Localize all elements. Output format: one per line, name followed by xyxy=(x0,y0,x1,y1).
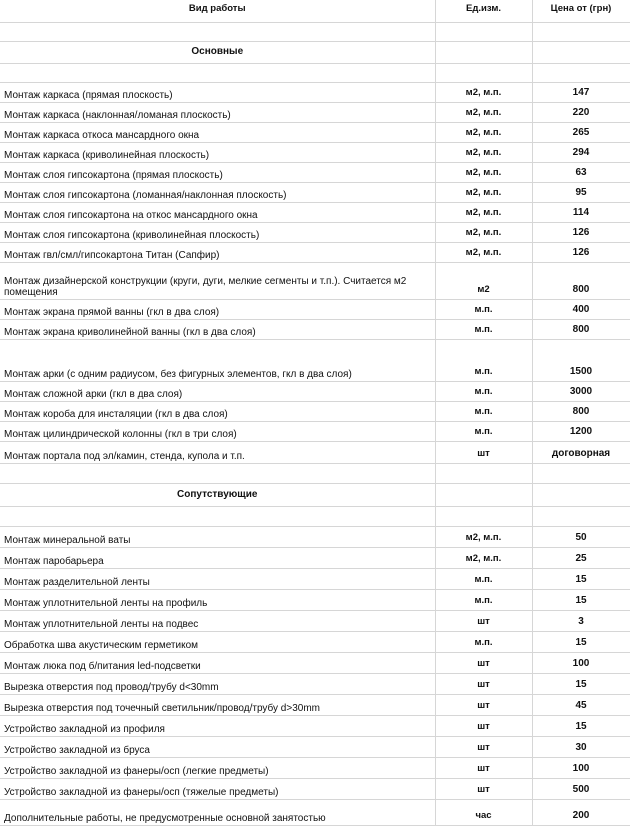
unit-cell: м.п. xyxy=(435,381,532,401)
table-row xyxy=(0,757,630,778)
table-row xyxy=(0,299,630,319)
work-name: Монтаж разделительной ленты xyxy=(0,568,435,589)
section-header-row xyxy=(0,483,630,506)
work-name: Монтаж дизайнерской конструкции (круги, дуги, мелкие сегменты и т.п.). Считается м2 помещения xyxy=(0,262,435,299)
unit-cell: шт xyxy=(435,736,532,757)
work-name: Монтаж люка под б/питания led-подсветки xyxy=(0,652,435,673)
empty-cell xyxy=(435,483,532,506)
unit-cell: м.п. xyxy=(435,568,532,589)
work-name: Монтаж минеральной ваты xyxy=(0,526,435,547)
header-row xyxy=(0,0,630,22)
unit-cell: м2, м.п. xyxy=(435,122,532,142)
unit-cell: шт xyxy=(435,694,532,715)
table-row xyxy=(0,401,630,421)
price-cell: 15 xyxy=(532,568,630,589)
price-cell: 45 xyxy=(532,694,630,715)
table-row xyxy=(0,242,630,262)
unit-cell: м2, м.п. xyxy=(435,162,532,182)
price-cell: 1200 xyxy=(532,421,630,441)
work-name: Устройство закладной из фанеры/осп (тяжелые предметы) xyxy=(0,778,435,799)
unit-cell: шт xyxy=(435,778,532,799)
work-name: Монтаж паробарьера xyxy=(0,547,435,568)
section-title: Основные xyxy=(0,41,435,63)
empty-cell xyxy=(0,506,435,526)
table-row xyxy=(0,736,630,757)
unit-cell: м.п. xyxy=(435,421,532,441)
table-row xyxy=(0,631,630,652)
price-cell: 15 xyxy=(532,631,630,652)
empty-cell xyxy=(435,63,532,82)
table-row xyxy=(0,262,630,299)
table-row xyxy=(0,122,630,142)
table-row xyxy=(0,222,630,242)
table-row xyxy=(0,142,630,162)
empty-cell xyxy=(0,63,435,82)
work-name: Монтаж экрана криволинейной ванны (гкл в два слоя) xyxy=(0,319,435,339)
empty-cell xyxy=(435,22,532,41)
price-cell: 126 xyxy=(532,222,630,242)
price-cell: 15 xyxy=(532,673,630,694)
empty-cell xyxy=(435,463,532,483)
table-row xyxy=(0,441,630,463)
work-name: Монтаж цилиндрической колонны (гкл в три слоя) xyxy=(0,421,435,441)
unit-cell: м2, м.п. xyxy=(435,102,532,122)
unit-cell: шт xyxy=(435,715,532,736)
work-name: Устройство закладной из профиля xyxy=(0,715,435,736)
empty-cell xyxy=(532,22,630,41)
unit-cell: шт xyxy=(435,610,532,631)
work-name: Монтаж слоя гипсокартона на откос мансардного окна xyxy=(0,202,435,222)
work-name: Монтаж уплотнительной ленты на подвес xyxy=(0,610,435,631)
unit-cell: м2, м.п. xyxy=(435,526,532,547)
empty-cell xyxy=(0,463,435,483)
price-cell: 200 xyxy=(532,799,630,825)
empty-cell xyxy=(532,483,630,506)
table-row xyxy=(0,673,630,694)
price-cell: 800 xyxy=(532,262,630,299)
unit-cell: м2, м.п. xyxy=(435,182,532,202)
empty-cell xyxy=(532,63,630,82)
unit-cell: шт xyxy=(435,441,532,463)
work-name: Монтаж гвл/смл/гипсокартона Титан (Сапфир) xyxy=(0,242,435,262)
table-row xyxy=(0,589,630,610)
work-name: Монтаж портала под эл/камин, стенда, купола и т.п. xyxy=(0,441,435,463)
section-title: Сопутствующие xyxy=(0,483,435,506)
unit-cell: м.п. xyxy=(435,631,532,652)
price-cell: 400 xyxy=(532,299,630,319)
price-cell: 1500 xyxy=(532,339,630,381)
table-row xyxy=(0,82,630,102)
empty-cell xyxy=(435,41,532,63)
price-cell: 114 xyxy=(532,202,630,222)
spacer-row xyxy=(0,463,630,483)
table-row xyxy=(0,319,630,339)
price-cell: договорная xyxy=(532,441,630,463)
price-cell: 265 xyxy=(532,122,630,142)
work-name: Монтаж короба для инсталяции (гкл в два слоя) xyxy=(0,401,435,421)
table-row xyxy=(0,652,630,673)
unit-cell: м.п. xyxy=(435,401,532,421)
unit-cell: м.п. xyxy=(435,589,532,610)
header-price: Цена от (грн) xyxy=(532,0,630,22)
unit-cell: шт xyxy=(435,673,532,694)
work-name: Дополнительные работы, не предусмотренные основной занятостью xyxy=(0,799,435,825)
table-row xyxy=(0,568,630,589)
work-name: Монтаж каркаса (прямая плоскость) xyxy=(0,82,435,102)
work-name: Монтаж сложной арки (гкл в два слоя) xyxy=(0,381,435,401)
unit-cell: шт xyxy=(435,757,532,778)
table-row xyxy=(0,102,630,122)
table-row xyxy=(0,421,630,441)
work-name: Обработка шва акустическим герметиком xyxy=(0,631,435,652)
spacer-row xyxy=(0,22,630,41)
work-name: Монтаж уплотнительной ленты на профиль xyxy=(0,589,435,610)
work-name: Монтаж экрана прямой ванны (гкл в два слоя) xyxy=(0,299,435,319)
unit-cell: м2, м.п. xyxy=(435,202,532,222)
price-table-body xyxy=(0,22,630,825)
table-row xyxy=(0,610,630,631)
price-cell: 800 xyxy=(532,319,630,339)
unit-cell: м2, м.п. xyxy=(435,82,532,102)
table-row xyxy=(0,381,630,401)
price-cell: 3 xyxy=(532,610,630,631)
unit-cell: м.п. xyxy=(435,319,532,339)
header-work: Вид работы xyxy=(0,0,435,22)
unit-cell: м.п. xyxy=(435,339,532,381)
table-row xyxy=(0,778,630,799)
price-cell: 3000 xyxy=(532,381,630,401)
work-name: Монтаж слоя гипсокартона (ломанная/наклонная плоскость) xyxy=(0,182,435,202)
price-cell: 95 xyxy=(532,182,630,202)
empty-cell xyxy=(532,463,630,483)
table-row xyxy=(0,799,630,825)
empty-cell xyxy=(532,41,630,63)
unit-cell: шт xyxy=(435,652,532,673)
price-cell: 100 xyxy=(532,652,630,673)
unit-cell: м2 xyxy=(435,262,532,299)
price-cell: 30 xyxy=(532,736,630,757)
price-cell: 50 xyxy=(532,526,630,547)
section-header-row xyxy=(0,41,630,63)
spacer-row xyxy=(0,506,630,526)
work-name: Монтаж слоя гипсокартона (криволинейная плоскость) xyxy=(0,222,435,242)
unit-cell: час xyxy=(435,799,532,825)
table-row xyxy=(0,339,630,381)
price-cell: 63 xyxy=(532,162,630,182)
work-name: Монтаж арки (с одним радиусом, без фигурных элементов, гкл в два слоя) xyxy=(0,339,435,381)
price-cell: 500 xyxy=(532,778,630,799)
work-name: Устройство закладной из бруса xyxy=(0,736,435,757)
price-cell: 15 xyxy=(532,589,630,610)
unit-cell: м2, м.п. xyxy=(435,222,532,242)
empty-cell xyxy=(435,506,532,526)
table-row xyxy=(0,202,630,222)
unit-cell: м2, м.п. xyxy=(435,142,532,162)
price-cell: 294 xyxy=(532,142,630,162)
spacer-row xyxy=(0,63,630,82)
price-cell: 15 xyxy=(532,715,630,736)
price-cell: 25 xyxy=(532,547,630,568)
empty-cell xyxy=(0,22,435,41)
table-row xyxy=(0,547,630,568)
work-name: Монтаж слоя гипсокартона (прямая плоскость) xyxy=(0,162,435,182)
empty-cell xyxy=(532,506,630,526)
price-cell: 100 xyxy=(532,757,630,778)
work-name: Монтаж каркаса (наклонная/ломаная плоскость) xyxy=(0,102,435,122)
table-row xyxy=(0,162,630,182)
work-name: Монтаж каркаса откоса мансардного окна xyxy=(0,122,435,142)
unit-cell: м.п. xyxy=(435,299,532,319)
unit-cell: м2, м.п. xyxy=(435,242,532,262)
work-name: Устройство закладной из фанеры/осп (легкие предметы) xyxy=(0,757,435,778)
price-cell: 800 xyxy=(532,401,630,421)
table-row xyxy=(0,715,630,736)
price-cell: 126 xyxy=(532,242,630,262)
header-unit: Ед.изм. xyxy=(435,0,532,22)
work-name: Вырезка отверстия под точечный светильник/провод/трубу d>30mm xyxy=(0,694,435,715)
work-name: Вырезка отверстия под провод/трубу d<30mm xyxy=(0,673,435,694)
table-row xyxy=(0,182,630,202)
work-name: Монтаж каркаса (криволинейная плоскость) xyxy=(0,142,435,162)
unit-cell: м2, м.п. xyxy=(435,547,532,568)
table-row xyxy=(0,526,630,547)
price-cell: 147 xyxy=(532,82,630,102)
price-cell: 220 xyxy=(532,102,630,122)
table-row xyxy=(0,694,630,715)
